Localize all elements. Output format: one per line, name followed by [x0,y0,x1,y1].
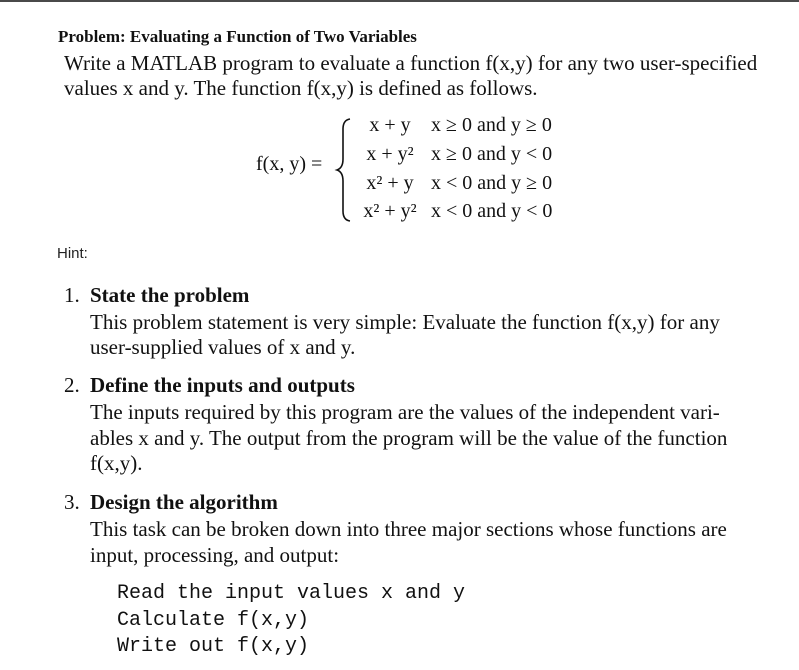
step-2-line-3: f(x,y). [90,451,143,475]
intro-line-2: values x and y. The function f(x,y) is defined as follows. [64,76,538,100]
step-2-number: 2. [64,373,80,397]
case-3-expression: x² + y [366,172,414,194]
code-line-2: Calculate f(x,y) [117,609,310,632]
step-2-line-1: The inputs required by this program are the values of the independent vari- [90,400,720,424]
case-4-expression: x² + y² [363,200,417,222]
hint-label: Hint: [57,245,88,262]
top-border [0,0,799,2]
step-3-number: 3. [64,490,80,514]
function-label: f(x, y) = [256,153,323,175]
step-3-line-1: This task can be broken down into three major sections whose functions are [90,517,727,541]
code-line-1: Read the input values x and y [117,582,466,605]
case-1-expression: x + y [369,114,411,136]
step-1-heading: State the problem [90,283,250,307]
case-2-expression: x + y² [366,143,414,165]
step-3-heading: Design the algorithm [90,490,278,514]
case-1-condition: x ≥ 0 and y ≥ 0 [431,114,552,136]
case-3-condition: x < 0 and y ≥ 0 [431,172,553,194]
case-4-condition: x < 0 and y < 0 [431,200,553,222]
step-2-heading: Define the inputs and outputs [90,373,355,397]
step-1-line-2: user-supplied values of x and y. [90,335,356,359]
code-line-3: Write out f(x,y) [117,635,310,658]
left-brace-icon [334,117,354,223]
step-2-line-2: ables x and y. The output from the program will be the value of the function [90,426,728,450]
case-2-condition: x ≥ 0 and y < 0 [431,143,553,165]
step-1-line-1: This problem statement is very simple: Evaluate the function f(x,y) for any [90,310,720,334]
step-3-line-2: input, processing, and output: [90,543,340,567]
intro-line-1: Write a MATLAB program to evaluate a function f(x,y) for any two user-specified [64,51,758,75]
step-1-number: 1. [64,283,80,307]
problem-title: Problem: Evaluating a Function of Two Variables [58,27,417,46]
